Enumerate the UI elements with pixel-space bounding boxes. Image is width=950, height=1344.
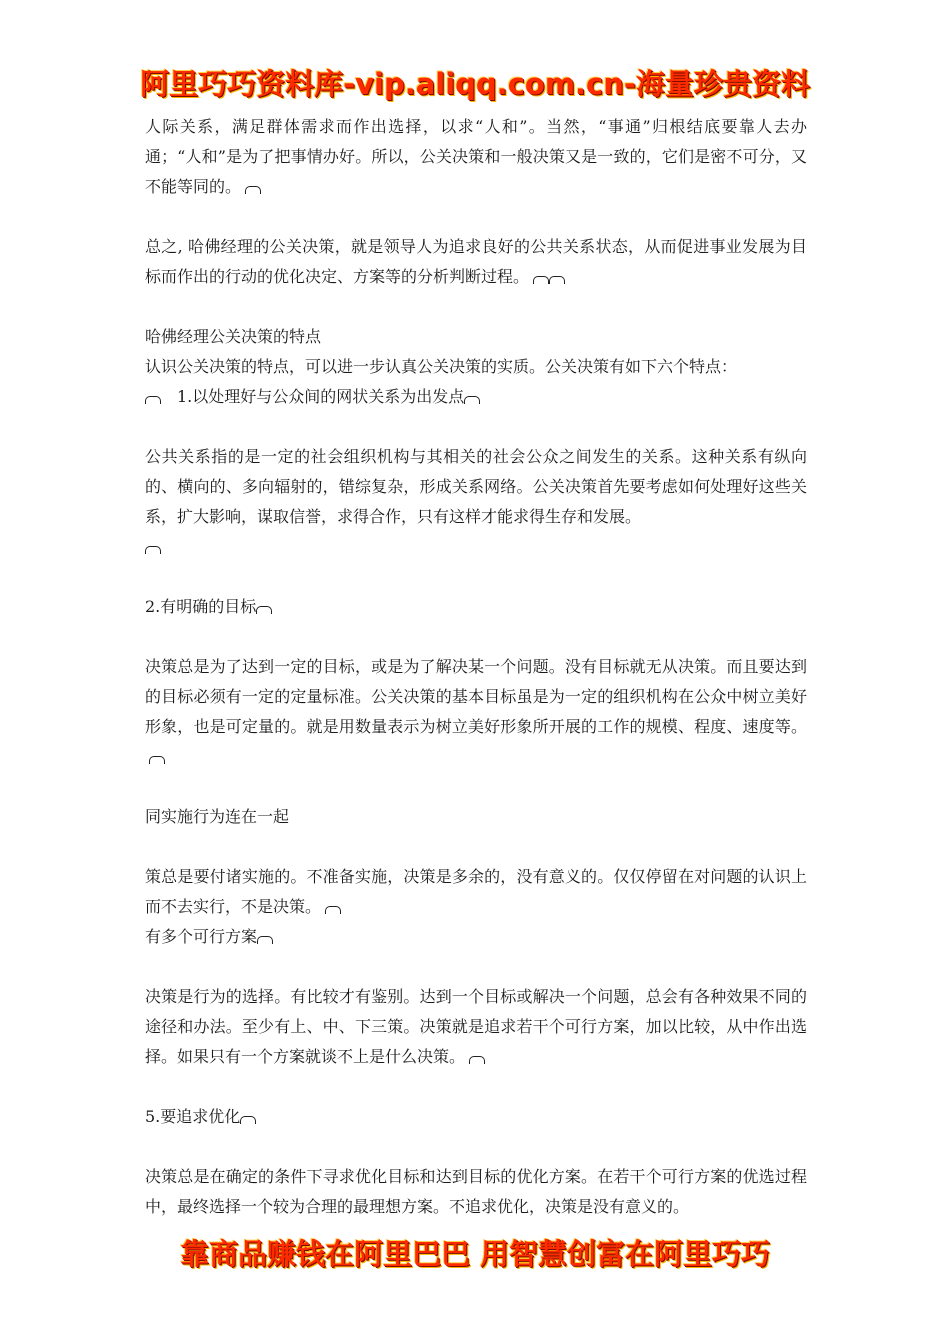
line-break-mark-icon (464, 396, 480, 404)
line-break-mark-icon (145, 396, 161, 404)
footer-banner: 靠商品赚钱在阿里巴巴 用智慧创富在阿里巧巧 (179, 1237, 771, 1271)
document-body (145, 112, 807, 1222)
heading-text: 1.以处理好与公众间的网状关系为出发点 (177, 387, 465, 406)
line-break-mark-icon (145, 546, 161, 554)
paragraph-text: 决策是行为的选择。有比较才有鉴别。达到一个目标或解决一个问题，总会有各种效果不同的途径和办法。至少有上、中、下三策。决策就是追求若干个可行方案，加以比较，从中作出选择。如果只有一个方案就谈不上是什么决策。 (145, 987, 807, 1066)
subsection-heading: 同实施行为连在一起 (145, 807, 290, 826)
paragraph (145, 112, 807, 202)
paragraph-text: 决策总是为了达到一定的目标，或是为了解决某一个问题。没有目标就无从决策。而且要达到的目标必须有一定的定量标准。公关决策的基本目标虽是为一定的组织机构在公众中树立美好形象，也是可定量的。就是用数量表示为树立美好形象所开展的工作的规模、程度、速度等。 (145, 657, 807, 736)
paragraph: 决策总是在确定的条件下寻求优化目标和达到目标的优化方案。在若干个可行方案的优选过程中，最终选择一个较为合理的最理想方案。不追求优化，决策是没有意义的。 (145, 1167, 807, 1216)
paragraph (145, 442, 807, 562)
paragraph-text: 总之, 哈佛经理的公关决策，就是领导人为追求良好的公共关系状态，从而促进事业发展为目标而作出的行动的优化决定、方案等的分析判断过程。 (145, 237, 807, 286)
subsection-heading (145, 1102, 807, 1132)
line-break-mark-icon (240, 1116, 256, 1124)
paragraph (145, 232, 807, 292)
paragraph (145, 982, 807, 1072)
paragraph-text: 策总是要付诸实施的。不准备实施，决策是多余的，没有意义的。仅仅停留在对问题的认识上而不去实行，不是决策。 (145, 867, 807, 916)
paragraph-text: 人际关系，满足群体需求而作出选择，以求“人和”。当然，“事通”归根结底要靠人去办通；“人和”是为了把事情办好。所以，公关决策和一般决策又是一致的，它们是密不可分，又不能等同的。 (145, 117, 807, 196)
heading-text: 有多个可行方案 (145, 927, 258, 946)
paragraph (145, 352, 807, 382)
line-break-mark-icon (257, 936, 273, 944)
line-break-mark-icon (245, 186, 261, 194)
paragraph (145, 862, 807, 922)
subsection-heading (145, 592, 807, 622)
heading-text: 2.有明确的目标 (145, 597, 257, 616)
subsection-heading (145, 382, 807, 412)
line-break-mark-icon (469, 1056, 485, 1064)
section-heading: 哈佛经理公关决策的特点 (145, 327, 322, 346)
paragraph-text: 公共关系指的是一定的社会组织机构与其相关的社会公众之间发生的关系。这种关系有纵向的、横向的、多向辐射的，错综复杂，形成关系网络。公关决策首先要考虑如何处理好这些关系，扩大影响，谋取信誉，求得合作，只有这样才能求得生存和发展。 (145, 447, 807, 526)
subsection-heading (145, 922, 807, 952)
line-break-mark-icon (149, 756, 165, 764)
header-banner: 阿里巧巧资料库-vip.aliqq.com.cn-海量珍贵资料 (140, 67, 810, 101)
line-break-mark-icon (533, 276, 549, 284)
line-break-mark-icon (549, 276, 565, 284)
heading-text: 5.要追求优化 (145, 1107, 241, 1126)
line-break-mark-icon (256, 606, 272, 614)
line-break-mark-icon (325, 906, 341, 914)
paragraph-text: 认识公关决策的特点，可以进一步认真公关决策的实质。公关决策有如下六个特点： (145, 357, 738, 376)
paragraph (145, 652, 807, 772)
